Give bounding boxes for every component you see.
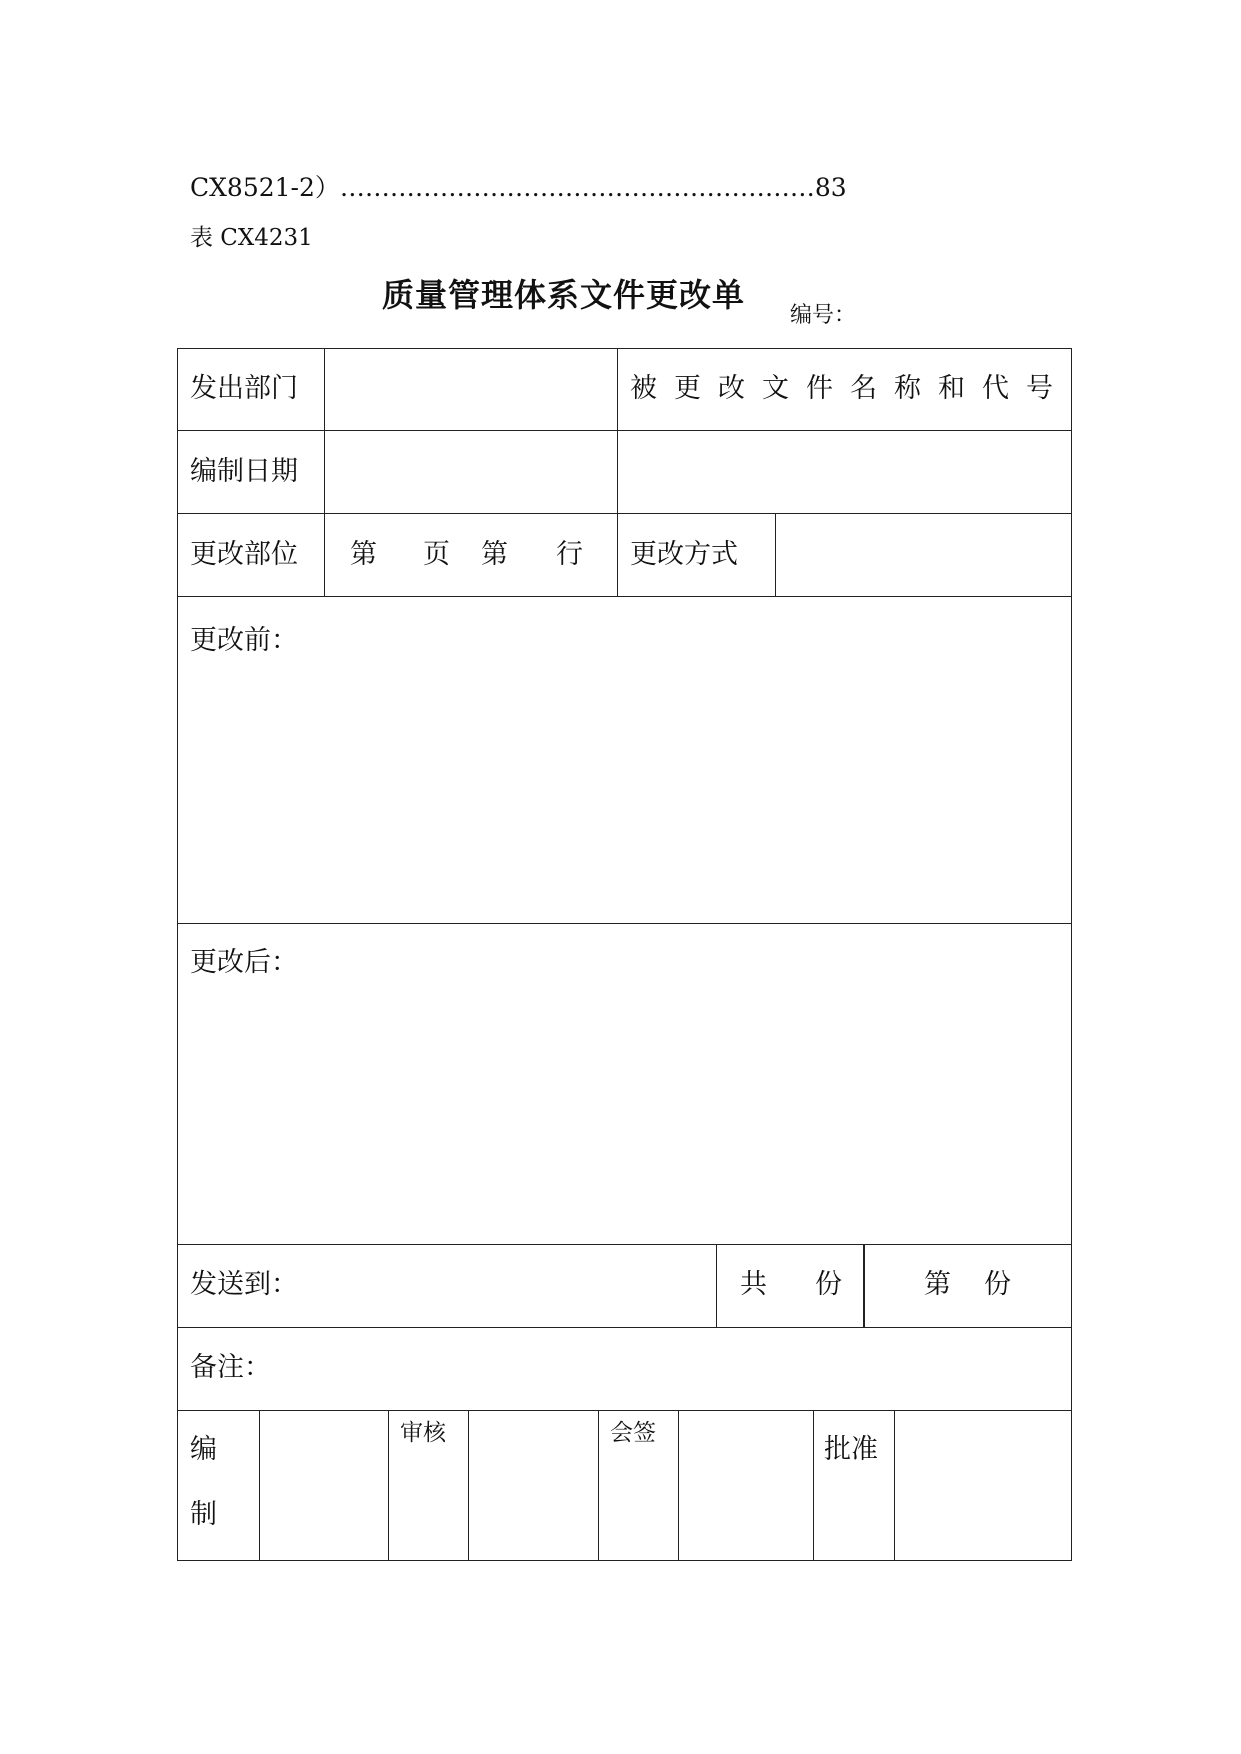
approve-label: 批准 [824, 1434, 878, 1465]
location-page-unit: 页 [423, 539, 450, 570]
column-divider [468, 1410, 469, 1561]
location-line-label: 第 [481, 539, 508, 570]
document-title: 质量管理体系文件更改单 [382, 276, 746, 314]
toc-line: CX8521-2）…………………………………………………83 [190, 173, 847, 202]
review-label: 审核 [400, 1420, 446, 1446]
total-copies-unit: 份 [815, 1269, 842, 1300]
row-divider [177, 513, 1072, 514]
serial-number-label: 编号： [790, 303, 857, 328]
issuing-dept-label: 发出部门 [190, 373, 298, 404]
row-divider [177, 1244, 1072, 1245]
column-divider [678, 1410, 679, 1561]
column-divider [598, 1410, 599, 1561]
row-divider [177, 1327, 1072, 1328]
change-form-table [177, 348, 1072, 1561]
column-divider [813, 1410, 814, 1561]
column-divider [775, 513, 776, 596]
column-divider [894, 1410, 895, 1561]
compiled-by-label-bottom: 制 [190, 1499, 217, 1530]
copy-number-label: 第 [924, 1269, 951, 1300]
column-divider [324, 348, 325, 596]
countersign-label: 会签 [610, 1420, 656, 1446]
total-copies-label: 共 [740, 1269, 767, 1300]
compiled-by-label-top: 编 [190, 1434, 217, 1465]
location-line-unit: 行 [556, 539, 583, 570]
column-divider [259, 1410, 260, 1561]
remarks-label: 备注： [190, 1352, 271, 1383]
copy-number-unit: 份 [984, 1269, 1011, 1300]
location-page-label: 第 [350, 539, 377, 570]
change-location-label: 更改部位 [190, 539, 298, 570]
change-method-label: 更改方式 [630, 539, 738, 570]
doc-name-code-label: 被更改文件名称和代号 [630, 373, 1070, 404]
row-divider [177, 430, 1072, 431]
table-code: 表 CX4231 [190, 225, 313, 251]
row-divider [177, 923, 1072, 924]
after-change-label: 更改后： [190, 947, 298, 978]
column-divider [388, 1410, 389, 1561]
sent-to-label: 发送到： [190, 1269, 298, 1300]
row-divider [177, 1410, 1072, 1411]
row-divider [177, 596, 1072, 597]
column-divider [617, 348, 618, 596]
column-divider [716, 1244, 717, 1327]
column-divider [863, 1244, 865, 1327]
before-change-label: 更改前： [190, 625, 298, 656]
prepared-date-label: 编制日期 [190, 456, 298, 487]
